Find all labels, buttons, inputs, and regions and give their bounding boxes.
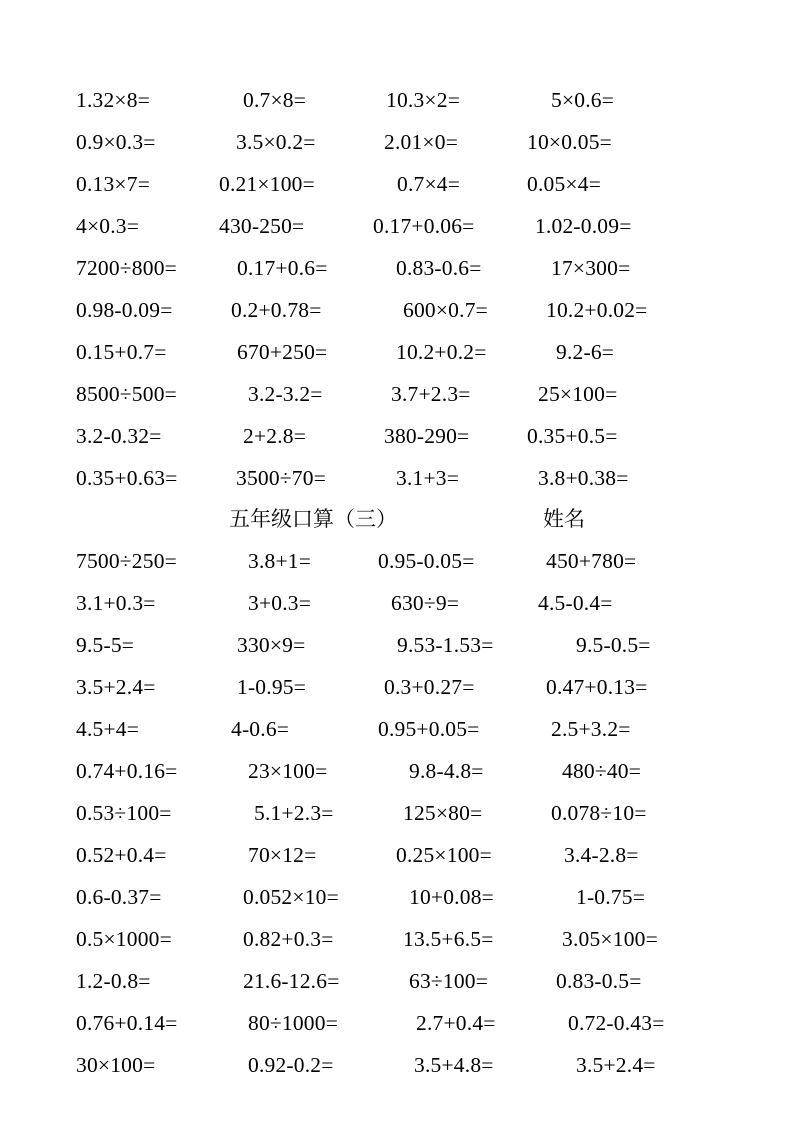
problem-item: 3+0.3= xyxy=(248,591,312,615)
problem-item: 0.83-0.5= xyxy=(556,969,642,993)
problem-item: 0.05×4= xyxy=(527,172,602,196)
problem-row xyxy=(0,630,800,660)
problem-item: 30×100= xyxy=(76,1053,156,1077)
problem-item: 0.5×1000= xyxy=(76,927,172,951)
problem-item: 0.82+0.3= xyxy=(243,927,334,951)
problem-row xyxy=(0,463,800,493)
problem-item: 380-290= xyxy=(384,424,470,448)
problem-item: 63÷100= xyxy=(409,969,489,993)
problem-item: 9.5-0.5= xyxy=(576,633,651,657)
problem-item: 0.92-0.2= xyxy=(248,1053,334,1077)
problem-item: 70×12= xyxy=(248,843,317,867)
problem-row xyxy=(0,1008,800,1038)
problem-item: 1-0.95= xyxy=(237,675,307,699)
problem-row xyxy=(0,966,800,996)
problem-item: 5×0.6= xyxy=(551,88,615,112)
problem-item: 2.5+3.2= xyxy=(551,717,631,741)
problem-item: 9.5-5= xyxy=(76,633,135,657)
problem-item: 25×100= xyxy=(538,382,618,406)
problem-row xyxy=(0,295,800,325)
problem-item: 0.95+0.05= xyxy=(378,717,480,741)
problem-row xyxy=(0,253,800,283)
problem-item: 2.7+0.4= xyxy=(416,1011,496,1035)
problem-item: 4.5-0.4= xyxy=(538,591,613,615)
problem-item: 3.1+3= xyxy=(396,466,460,490)
problem-item: 0.7×8= xyxy=(243,88,307,112)
problem-item: 0.72-0.43= xyxy=(568,1011,665,1035)
problem-item: 8500÷500= xyxy=(76,382,177,406)
problem-item: 4.5+4= xyxy=(76,717,140,741)
problem-item: 21.6-12.6= xyxy=(243,969,340,993)
problem-item: 0.3+0.27= xyxy=(384,675,475,699)
problem-row xyxy=(0,1050,800,1080)
problem-row xyxy=(0,924,800,954)
problem-item: 2+2.8= xyxy=(243,424,307,448)
worksheet-header xyxy=(0,502,800,536)
problem-row xyxy=(0,169,800,199)
problem-item: 4-0.6= xyxy=(231,717,290,741)
problem-item: 3.5+2.4= xyxy=(576,1053,656,1077)
problem-item: 0.078÷10= xyxy=(551,801,647,825)
problem-item: 670+250= xyxy=(237,340,328,364)
problem-row xyxy=(0,714,800,744)
problem-row xyxy=(0,882,800,912)
problem-item: 330×9= xyxy=(237,633,306,657)
problem-item: 480÷40= xyxy=(562,759,642,783)
problem-item: 0.25×100= xyxy=(396,843,492,867)
problem-item: 10.2+0.2= xyxy=(396,340,487,364)
problem-item: 0.7×4= xyxy=(397,172,461,196)
problem-item: 1.2-0.8= xyxy=(76,969,151,993)
problem-item: 3.5+4.8= xyxy=(414,1053,494,1077)
problem-item: 10.2+0.02= xyxy=(546,298,648,322)
problem-row xyxy=(0,756,800,786)
problem-item: 0.76+0.14= xyxy=(76,1011,178,1035)
problem-item: 10×0.05= xyxy=(527,130,612,154)
problem-item: 5.1+2.3= xyxy=(254,801,334,825)
problem-item: 0.95-0.05= xyxy=(378,549,475,573)
problem-item: 0.052×10= xyxy=(243,885,339,909)
problem-item: 0.35+0.63= xyxy=(76,466,178,490)
problem-item: 600×0.7= xyxy=(403,298,488,322)
problem-item: 1.32×8= xyxy=(76,88,151,112)
problem-row xyxy=(0,127,800,157)
worksheet-title: 五年级口算（三） xyxy=(229,507,397,531)
problem-row xyxy=(0,840,800,870)
problem-item: 13.5+6.5= xyxy=(403,927,494,951)
problem-item: 0.2+0.78= xyxy=(231,298,322,322)
problem-item: 10.3×2= xyxy=(386,88,461,112)
problem-item: 3.05×100= xyxy=(562,927,658,951)
problem-row xyxy=(0,85,800,115)
problem-item: 3.8+1= xyxy=(248,549,312,573)
problem-item: 0.9×0.3= xyxy=(76,130,156,154)
problem-item: 0.17+0.06= xyxy=(373,214,475,238)
problem-row xyxy=(0,337,800,367)
problem-item: 3500÷70= xyxy=(236,466,327,490)
problem-item: 450+780= xyxy=(546,549,637,573)
problem-item: 3.2-3.2= xyxy=(248,382,323,406)
problem-item: 3.4-2.8= xyxy=(564,843,639,867)
problem-item: 0.53÷100= xyxy=(76,801,172,825)
problem-item: 9.8-4.8= xyxy=(409,759,484,783)
problem-item: 3.7+2.3= xyxy=(391,382,471,406)
problem-item: 125×80= xyxy=(403,801,483,825)
problem-item: 1.02-0.09= xyxy=(535,214,632,238)
problem-row xyxy=(0,546,800,576)
problem-item: 23×100= xyxy=(248,759,328,783)
problem-item: 430-250= xyxy=(219,214,305,238)
problem-item: 0.83-0.6= xyxy=(396,256,482,280)
problem-item: 3.8+0.38= xyxy=(538,466,629,490)
problem-row xyxy=(0,798,800,828)
problem-item: 0.13×7= xyxy=(76,172,151,196)
problem-row xyxy=(0,672,800,702)
problem-item: 7200÷800= xyxy=(76,256,177,280)
problem-item: 0.74+0.16= xyxy=(76,759,178,783)
problem-item: 1-0.75= xyxy=(576,885,646,909)
problem-item: 0.17+0.6= xyxy=(237,256,328,280)
problem-item: 0.47+0.13= xyxy=(546,675,648,699)
problem-item: 17×300= xyxy=(551,256,631,280)
problem-item: 3.1+0.3= xyxy=(76,591,156,615)
problem-item: 0.15+0.7= xyxy=(76,340,167,364)
problem-item: 3.5×0.2= xyxy=(236,130,316,154)
problem-item: 0.98-0.09= xyxy=(76,298,173,322)
problem-row xyxy=(0,379,800,409)
problem-item: 9.53-1.53= xyxy=(397,633,494,657)
problem-item: 10+0.08= xyxy=(409,885,494,909)
problem-item: 7500÷250= xyxy=(76,549,177,573)
problem-item: 0.21×100= xyxy=(219,172,315,196)
problem-row xyxy=(0,588,800,618)
problem-item: 3.2-0.32= xyxy=(76,424,162,448)
problem-item: 0.52+0.4= xyxy=(76,843,167,867)
problem-row xyxy=(0,211,800,241)
problem-item: 9.2-6= xyxy=(556,340,615,364)
problem-item: 630÷9= xyxy=(391,591,460,615)
problem-item: 0.6-0.37= xyxy=(76,885,162,909)
problem-item: 3.5+2.4= xyxy=(76,675,156,699)
problem-row xyxy=(0,421,800,451)
problem-item: 0.35+0.5= xyxy=(527,424,618,448)
name-label: 姓名 xyxy=(543,507,585,531)
problem-item: 4×0.3= xyxy=(76,214,140,238)
problem-item: 2.01×0= xyxy=(384,130,459,154)
problem-item: 80÷1000= xyxy=(248,1011,339,1035)
